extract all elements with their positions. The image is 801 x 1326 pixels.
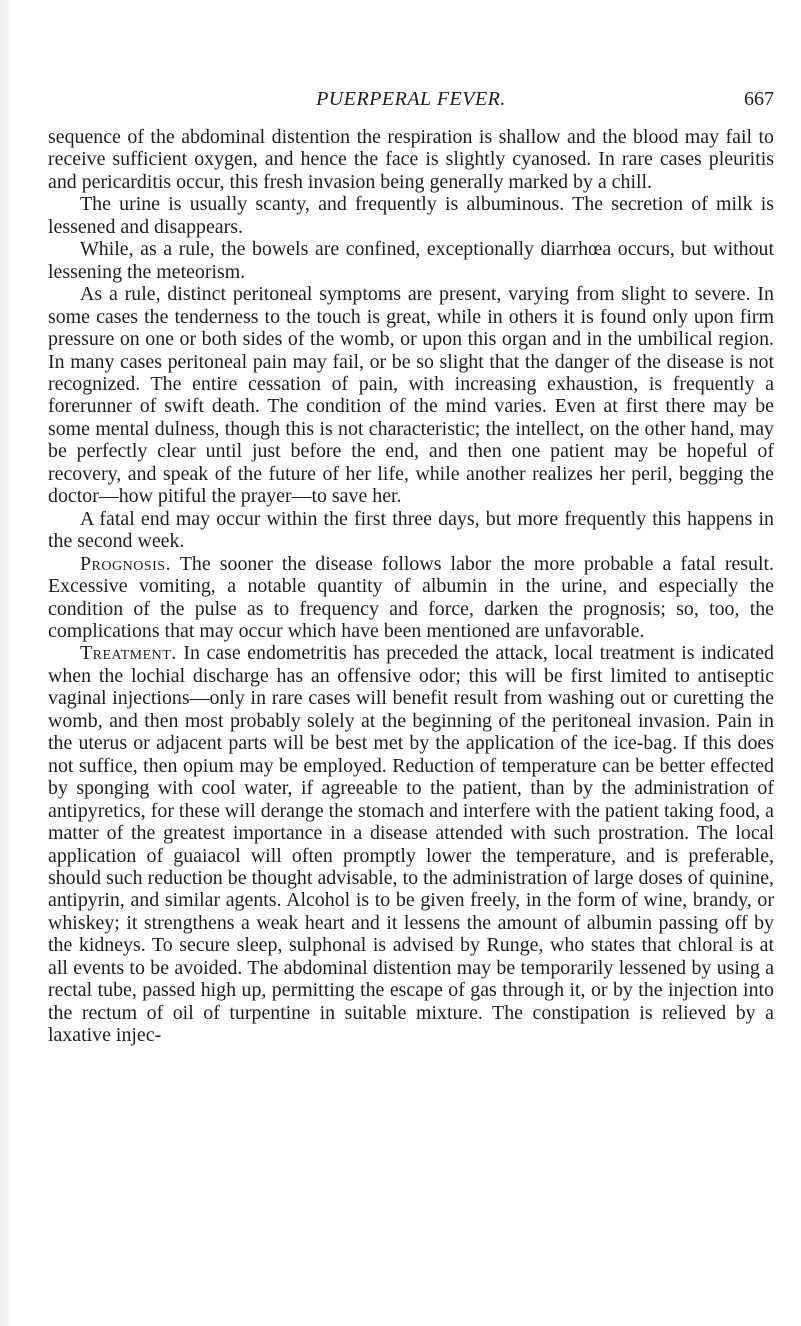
treatment-text: In case endometritis has preceded the attack, local treatment is indicated when the lochial discharge has an offensive odor; this will be first limited to antiseptic vaginal injections—only in rare cases will benefit result from washing out or curetting the womb, and then most probably solely at the beginning of the peritoneal invasion. Pain in the uterus or adjacent parts will be best met by the application of the ice-bag. If this does not suffice, then opium may be employed. Reduction of temperature can be better effected by sponging with cool water, if agreeable to the patient, than by the administration of antipyretics, for these will derange the stomach and interfere with the patient taking food, a matter of the greatest importance in a disease attended with such prostration. The local application of guaiacol will often promptly lower the temperature, and is preferable, should such reduction be thought advisable, to the administration of large doses of quinine, antipyrin, and similar agents. Alcohol is to be given freely, in the form of wine, brandy, or whiskey; it strengthens a weak heart and it lessens the amount of albumin passing off by the kidneys. To secure sleep, sulphonal is advised by Runge, who states that chloral is at all events to be avoided. The abdominal distention may be temporarily lessened by using a rectal tube, passed high up, permitting the escape of gas through it, or by the injection into the rectum of oil of turpentine in suitable mixture. The constipation is relieved by a laxative injec- — [48, 642, 774, 1047]
paragraph-prognosis — [48, 553, 774, 643]
prognosis-heading: Prognosis. — [80, 552, 172, 575]
prognosis-text: The sooner the disease follows labor the more probable a fatal result. Excessive vomiting, a notable quantity of albumin in the urine, and especially the condition of the pulse as to frequency and force, darken the prognosis; so, too, the complications that may occur which have been mentioned are unfavorable. — [48, 552, 774, 642]
paragraph-fatal-end: A fatal end may occur within the first three days, but more frequently this happens in the second week. — [48, 507, 774, 553]
binding-edge — [0, 0, 12, 1326]
body-text — [48, 126, 774, 1047]
page-number: 667 — [744, 88, 774, 110]
paragraph-peritoneal-symptoms: As a rule, distinct peritoneal symptoms are present, varying from slight to severe. In some cases the tenderness to the touch is great, while in others it is found only upon firm pressure on one or both sides of the womb, or upon this organ and in the umbilical region. In many cases peritoneal pain may fail, or be so slight that the danger of the disease is not recognized. The entire cessation of pain, with increasing exhaustion, is frequently a forerunner of swift death. The condition of the mind varies. Even at first there may be some mental dulness, though this is not characteristic; the intellect, on the other hand, may be perfectly clear until just before the end, and then one patient may be hopeful of recovery, and speak of the future of her life, while another realizes her peril, begging the doctor—how pitiful the prayer—to save her. — [48, 283, 774, 508]
paragraph-treatment — [48, 642, 774, 1046]
book-page — [48, 88, 774, 1047]
paragraph-urine: The urine is usually scanty, and frequently is albuminous. The secretion of milk is lessened and disappears. — [48, 193, 774, 238]
treatment-heading: Treatment. — [80, 642, 177, 665]
paragraph-bowels: While, as a rule, the bowels are confined, exceptionally diarrhœa occurs, but without lessening the meteorism. — [48, 238, 774, 283]
paragraph-respiration: sequence of the abdominal distention the respiration is shallow and the blood may fail to receive sufficient oxygen, and hence the face is slightly cyanosed. In rare cases pleuritis and pericarditis occur, this fresh invasion being generally marked by a chill. — [48, 126, 774, 193]
running-head — [48, 88, 774, 114]
running-title: PUERPERAL FEVER. — [316, 88, 506, 110]
